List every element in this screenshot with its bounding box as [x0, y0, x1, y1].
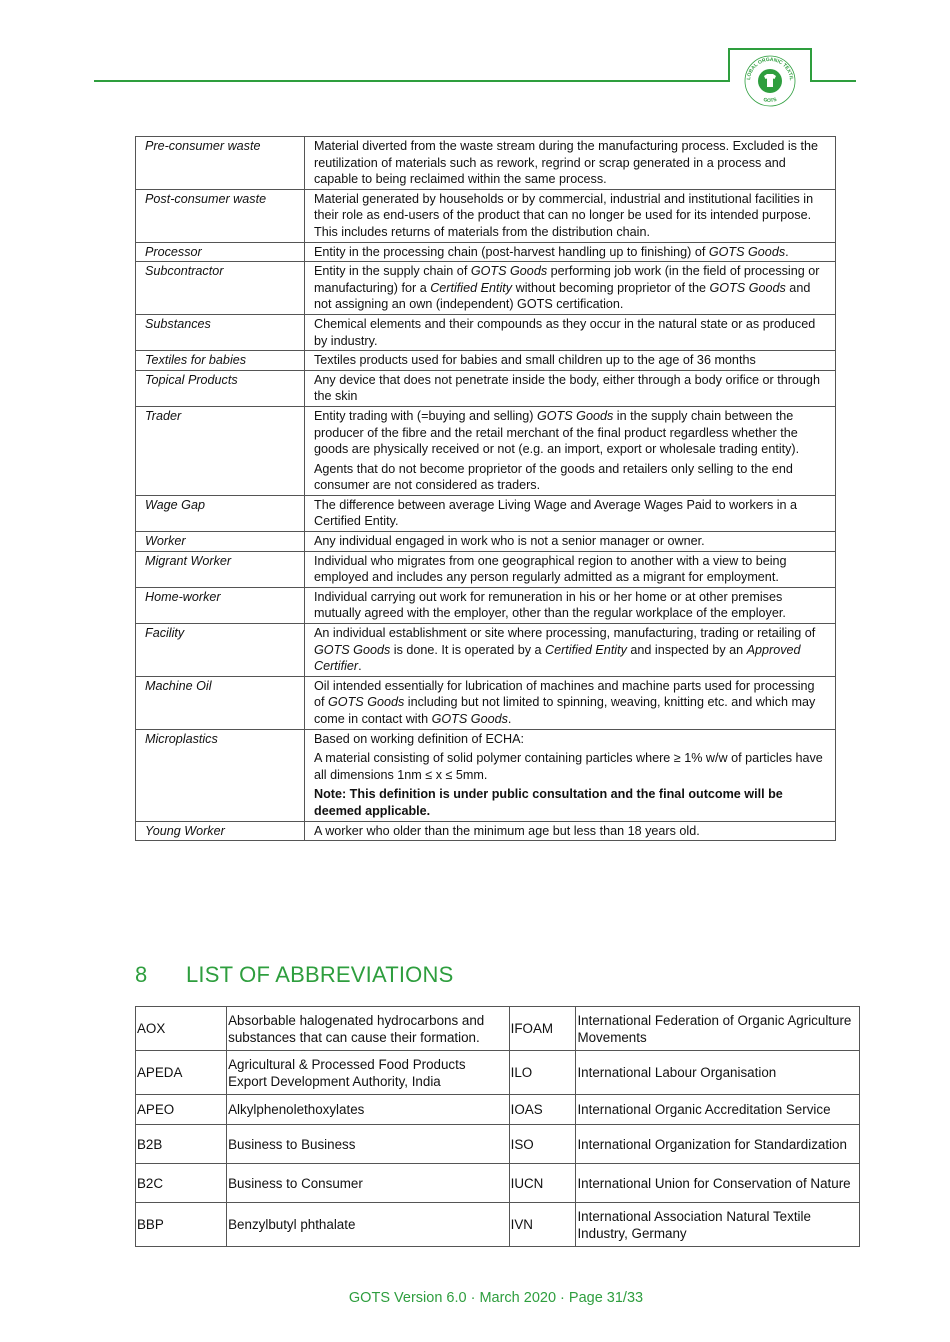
definition-paragraph	[314, 263, 827, 313]
defined-term-reference: Certified Entity	[430, 280, 513, 295]
definition-paragraph	[314, 533, 827, 550]
abbreviation-row	[136, 1007, 860, 1051]
definition-text: performing job work (in the field of processing or manufacturing) for a	[314, 264, 820, 295]
abbreviation-meaning: International Association Natural Textile Industry, Germany	[576, 1203, 860, 1247]
definition-text: Note: This definition is under public consultation and the final outcome will be deemed applicable.	[314, 787, 783, 818]
definition-text: Oil intended essentially for lubrication of machines and machine parts used for processing of	[314, 678, 815, 710]
definition-text: Any individual engaged in work who is not a senior manager or owner.	[314, 534, 705, 549]
definition-row	[136, 729, 836, 821]
section-heading	[135, 962, 453, 988]
definition-description	[305, 551, 836, 587]
definition-description	[305, 314, 836, 350]
definition-description	[305, 821, 836, 841]
abbreviation: APEO	[136, 1095, 227, 1125]
abbreviation: IUCN	[509, 1164, 576, 1203]
definition-term: Subcontractor	[136, 262, 305, 315]
definition-term: Topical Products	[136, 370, 305, 406]
definition-text: .	[358, 659, 362, 674]
definition-text: Individual carrying out work for remuneration in his or her home or at other premises mutually agreed with the employer, other than the regular workplace of the employer.	[314, 589, 786, 621]
definition-text: and not assigning an own (independent) GOTS certification.	[314, 280, 811, 312]
header-rule-right	[810, 80, 856, 82]
section-number: 8	[135, 962, 148, 987]
definition-row	[136, 406, 836, 495]
definition-text: Based on working definition of ECHA:	[314, 731, 525, 746]
definition-paragraph	[314, 352, 827, 369]
definition-paragraph	[314, 191, 827, 241]
abbreviation-meaning: International Organization for Standardization	[576, 1125, 860, 1164]
definition-term: Trader	[136, 406, 305, 495]
logo-ring-text-top: LOBAL ORGANIC TEXTIL	[745, 56, 795, 81]
definition-text: Agents that do not become proprietor of the goods and retailers only selling to the end consumer are not considered as traders.	[314, 461, 793, 493]
abbreviation-row	[136, 1164, 860, 1203]
definition-text: and inspected by an	[626, 642, 747, 657]
definition-row	[136, 137, 836, 190]
definition-term: Substances	[136, 314, 305, 350]
abbreviation: BBP	[136, 1203, 227, 1247]
abbreviation-meaning: Business to Business	[227, 1125, 510, 1164]
definition-description	[305, 351, 836, 371]
definition-text: .	[507, 712, 512, 726]
definition-text: The difference between average Living Wage and Average Wages Paid to workers in a Certified Entity.	[314, 497, 798, 529]
defined-term-reference: Approved Certifier	[314, 642, 801, 674]
definition-row	[136, 262, 836, 315]
definition-row	[136, 189, 836, 242]
abbreviation-row	[136, 1203, 860, 1247]
abbreviation: ISO	[509, 1125, 576, 1164]
definition-row	[136, 351, 836, 371]
definition-description	[305, 495, 836, 531]
defined-term-reference: GOTS Goods	[431, 712, 508, 726]
definition-paragraph	[314, 461, 827, 494]
definition-text: including but not limited to spinning, weaving, knitting etc. and which may come in contact with	[314, 695, 816, 726]
header-tab-top-edge	[728, 48, 812, 50]
definition-term: Textiles for babies	[136, 351, 305, 371]
abbreviation: ILO	[509, 1051, 576, 1095]
definition-paragraph	[314, 731, 827, 748]
abbreviation: AOX	[136, 1007, 227, 1051]
definition-description	[305, 624, 836, 677]
abbreviation: IOAS	[509, 1095, 576, 1125]
definition-row	[136, 242, 836, 262]
definition-description	[305, 137, 836, 190]
definition-paragraph	[314, 589, 827, 622]
logo-ring-text-bottom: GOTS	[762, 96, 778, 105]
defined-term-reference: GOTS Goods	[709, 280, 786, 295]
definition-row	[136, 676, 836, 729]
abbreviation-row	[136, 1125, 860, 1164]
definition-paragraph	[314, 823, 827, 840]
definition-text: without becoming proprietor of the	[512, 280, 710, 295]
definition-description	[305, 370, 836, 406]
definition-term: Machine Oil	[136, 676, 305, 729]
abbreviation-meaning: International Labour Organisation	[576, 1051, 860, 1095]
definition-term: Migrant Worker	[136, 551, 305, 587]
definition-term: Processor	[136, 242, 305, 262]
definition-paragraph	[314, 625, 827, 675]
definition-description	[305, 676, 836, 729]
definition-description	[305, 262, 836, 315]
definition-text: Individual who migrates from one geographical region to another with a view to being employed and includes any person regularly admitted as a migrant for employment.	[314, 553, 787, 585]
definition-paragraph	[314, 372, 827, 405]
definition-text: Material diverted from the waste stream during the manufacturing process. Excluded is the reutilization of materials such as rework, regrind or scrap generated in a process and capable to being reclaimed within the same process.	[314, 139, 818, 187]
definition-term: Facility	[136, 624, 305, 677]
header-rule	[94, 80, 730, 82]
definition-paragraph	[314, 750, 827, 783]
page-footer: GOTS Version 6.0 · March 2020 · Page 31/33	[348, 1290, 644, 1306]
abbreviation-meaning: Agricultural & Processed Food Products Export Development Authority, India	[227, 1051, 510, 1095]
definition-row	[136, 551, 836, 587]
definition-paragraph	[314, 678, 827, 728]
definition-row	[136, 624, 836, 677]
abbreviation-meaning: Absorbable halogenated hydrocarbons and substances that can cause their formation.	[227, 1007, 510, 1051]
abbreviation: IFOAM	[509, 1007, 576, 1051]
abbreviations-table	[135, 1006, 860, 1247]
abbreviation-meaning: Alkylphenolethoxylates	[227, 1095, 510, 1125]
definition-text: Textiles products used for babies and small children up to the age of 36 months	[314, 353, 756, 368]
definition-term: Post-consumer waste	[136, 189, 305, 242]
definition-term: Home-worker	[136, 587, 305, 623]
definition-text: A worker who older than the minimum age but less than 18 years old.	[314, 823, 700, 838]
definition-row	[136, 495, 836, 531]
defined-term-reference: GOTS Goods	[536, 408, 614, 423]
abbreviation: B2C	[136, 1164, 227, 1203]
abbreviation-row	[136, 1095, 860, 1125]
abbreviation: APEDA	[136, 1051, 227, 1095]
abbreviation: B2B	[136, 1125, 227, 1164]
abbreviation-meaning: International Union for Conservation of Nature	[576, 1164, 860, 1203]
abbreviation-meaning: Business to Consumer	[227, 1164, 510, 1203]
definition-text: A material consisting of solid polymer containing particles where ≥ 1% w/w of particles have all dimensions 1nm ≤ x ≤ 5mm.	[314, 751, 823, 782]
definition-text: is done. It is operated by a	[390, 642, 546, 657]
definition-paragraph	[314, 553, 827, 586]
definition-row	[136, 370, 836, 406]
defined-term-reference: GOTS Goods	[328, 695, 405, 710]
definition-description	[305, 729, 836, 821]
abbreviation-row	[136, 1051, 860, 1095]
header-tab-left-edge	[728, 48, 730, 82]
definition-row	[136, 587, 836, 623]
definition-paragraph	[314, 316, 827, 349]
defined-term-reference: GOTS Goods	[708, 244, 786, 259]
definition-term: Worker	[136, 532, 305, 552]
defined-term-reference: GOTS Goods	[470, 264, 548, 279]
header-tab-right-edge	[810, 48, 812, 82]
definition-paragraph	[314, 786, 827, 819]
definition-text: .	[785, 244, 789, 259]
definition-text: Chemical elements and their compounds as they occur in the natural state or as produced by industry.	[314, 316, 816, 348]
definition-text: in the supply chain between the producer of the fibre and the retail merchant of the final product regardless whether the goods are physically received or not (e.g. an import, export or wholesale trading entity).	[314, 408, 800, 457]
definition-description	[305, 189, 836, 242]
definition-description	[305, 242, 836, 262]
definition-text: Entity in the supply chain of	[314, 264, 471, 279]
definition-paragraph	[314, 244, 827, 261]
definition-description	[305, 532, 836, 552]
definition-description	[305, 406, 836, 495]
section-title: LIST OF ABBREVIATIONS	[186, 962, 454, 987]
definition-row	[136, 314, 836, 350]
abbreviation-meaning: Benzylbutyl phthalate	[227, 1203, 510, 1247]
definition-paragraph	[314, 138, 827, 188]
definition-description	[305, 587, 836, 623]
definition-text: Entity trading with (=buying and selling)	[314, 408, 537, 423]
definitions-table	[135, 136, 836, 841]
abbreviation-meaning: International Federation of Organic Agriculture Movements	[576, 1007, 860, 1051]
definition-term: Young Worker	[136, 821, 305, 841]
definition-text: Any device that does not penetrate inside the body, either through a body orifice or through the skin	[314, 372, 820, 404]
definition-term: Wage Gap	[136, 495, 305, 531]
defined-term-reference: Certified Entity	[545, 642, 627, 657]
definition-text: An individual establishment or site where processing, manufacturing, trading or retailing of	[314, 626, 816, 641]
definition-paragraph	[314, 497, 827, 530]
abbreviation-meaning: International Organic Accreditation Service	[576, 1095, 860, 1125]
definition-paragraph	[314, 408, 827, 458]
definition-row	[136, 821, 836, 841]
defined-term-reference: GOTS Goods	[314, 642, 391, 657]
definition-term: Pre-consumer waste	[136, 137, 305, 190]
gots-logo-icon	[743, 54, 797, 108]
abbreviation: IVN	[509, 1203, 576, 1247]
definition-row	[136, 532, 836, 552]
definition-text: Entity in the processing chain (post-harvest handling up to finishing) of	[314, 244, 709, 259]
definition-text: Material generated by households or by commercial, industrial and institutional facilities in their role as end-users of the product that can no longer be used for its intended purpose. This includes returns of materials from the distribution chain.	[314, 191, 814, 239]
definition-term: Microplastics	[136, 729, 305, 821]
